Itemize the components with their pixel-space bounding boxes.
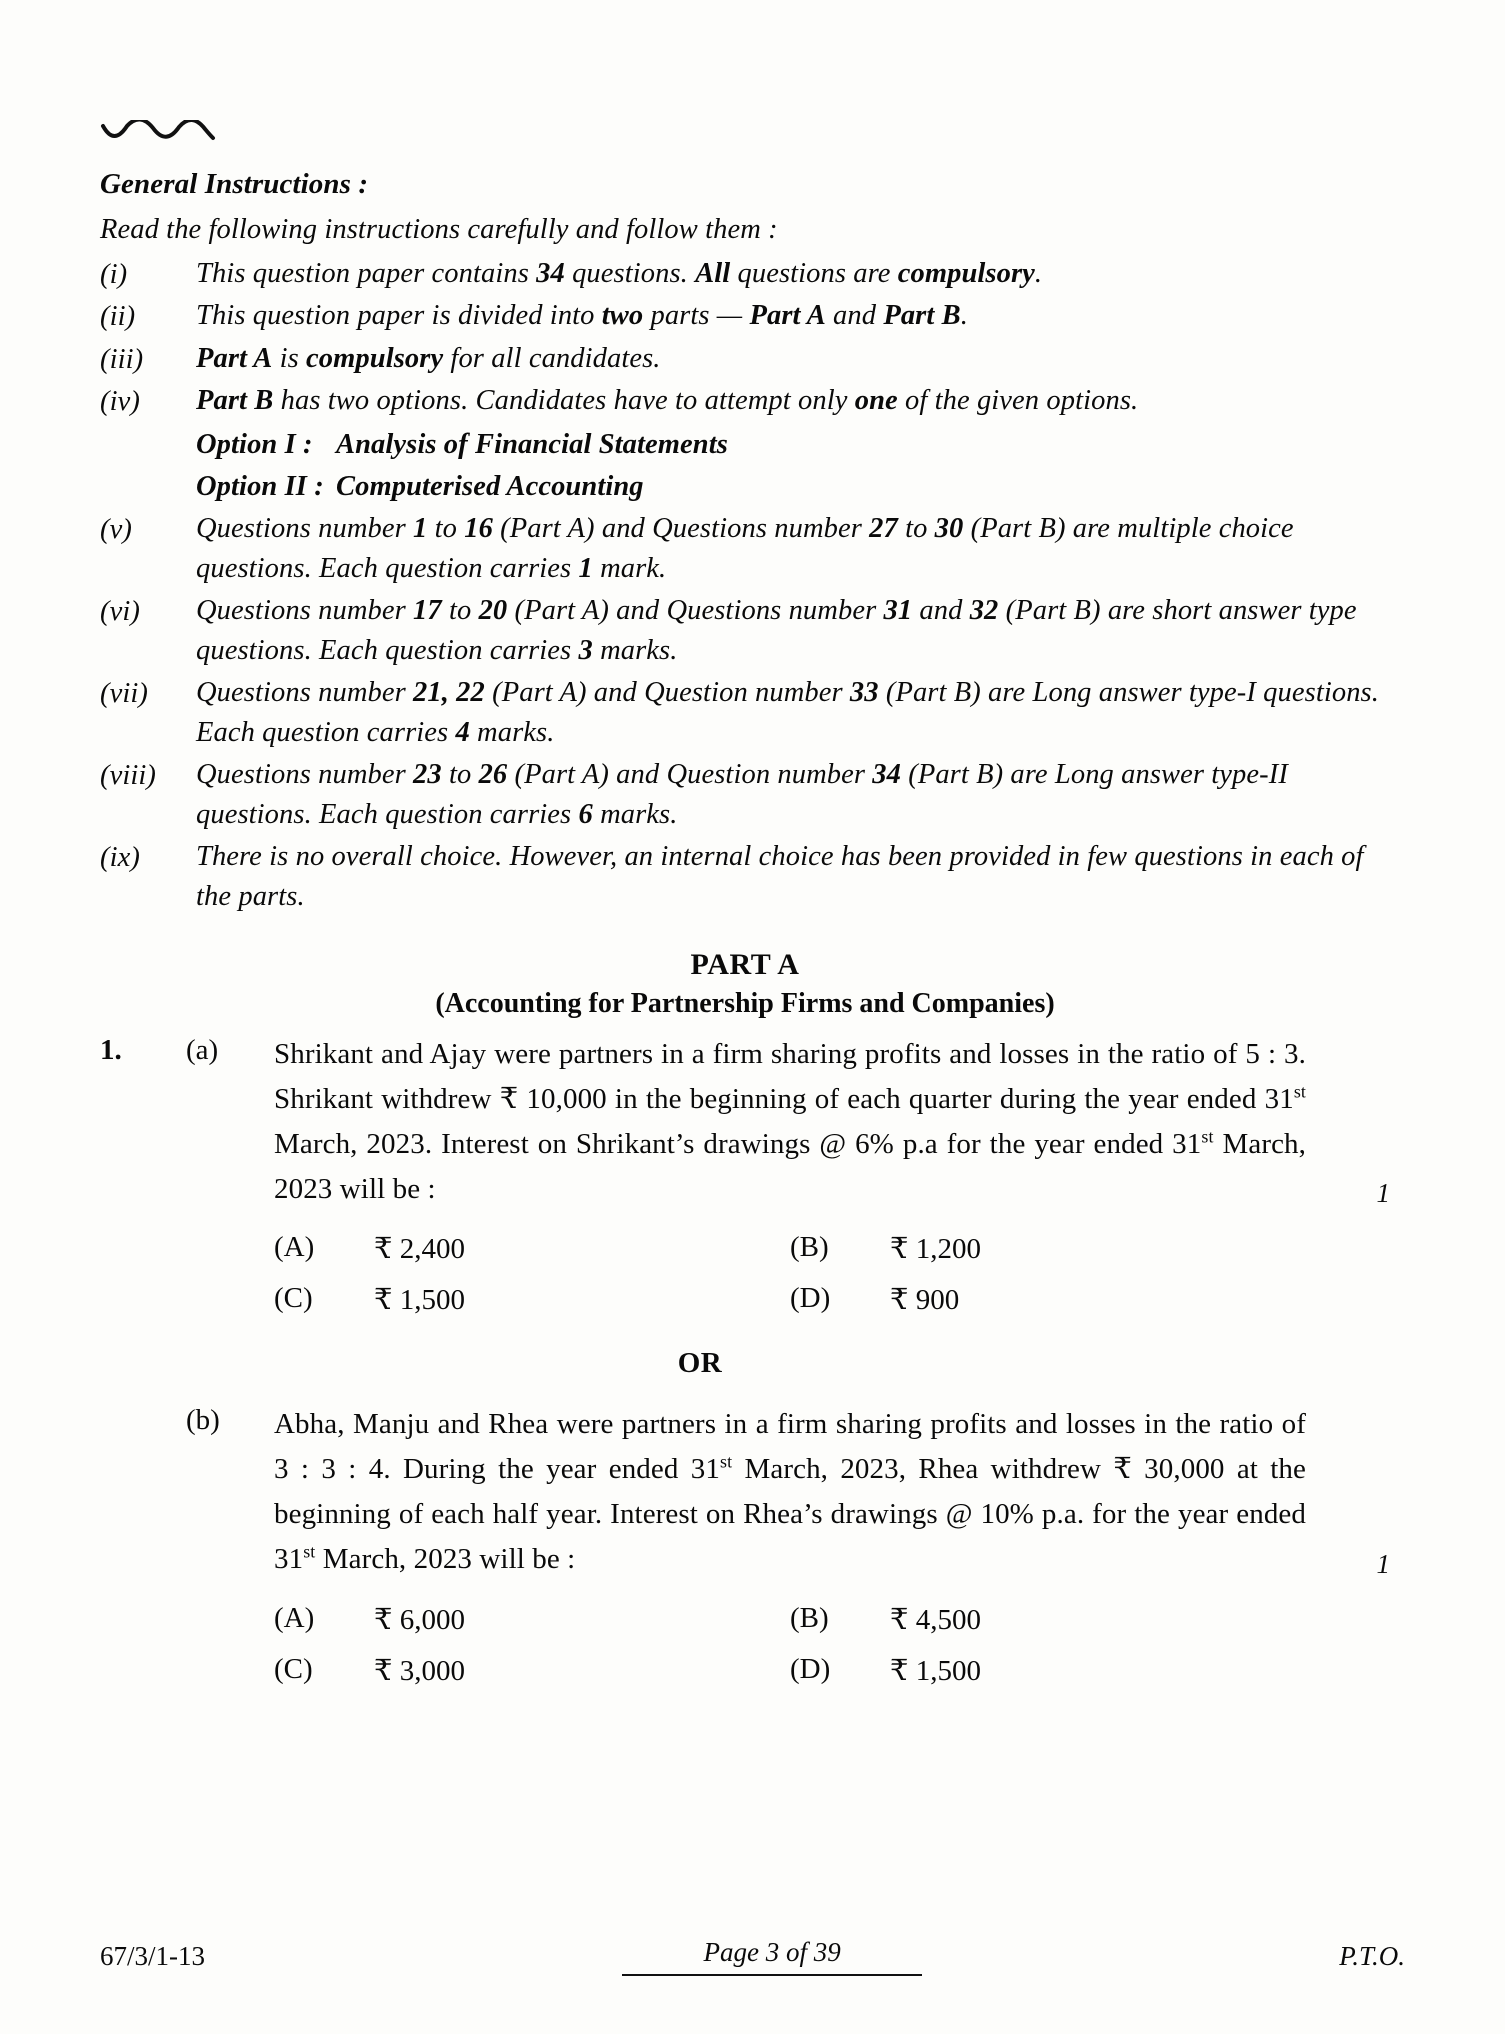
part-a-title: PART A (690, 947, 800, 981)
mcq-option-value: ₹ 1,500 (890, 1655, 981, 1688)
instruction-item-vi (100, 591, 1390, 672)
question-sub-label: (b) (186, 1404, 220, 1437)
instruction-item-ii (100, 296, 1390, 337)
mcq-option-c[interactable] (274, 1653, 790, 1688)
instruction-text: Questions number 23 to 26 (Part A) and Question number 34 (Part B) are Long answer type-II questions. Each question carries 6 marks. (196, 758, 1288, 831)
mcq-option-value: ₹ 4,500 (890, 1604, 981, 1637)
page-number-label: Page 3 of 39 (703, 1937, 841, 1967)
mcq-option-value: ₹ 2,400 (374, 1233, 465, 1266)
instructions-lead: Read the following instructions carefully and follow them : (100, 214, 778, 246)
spacer (100, 1211, 186, 1213)
mcq-row-2 (274, 1653, 1306, 1688)
mcq-option-key: (A) (274, 1231, 315, 1264)
general-instructions (100, 164, 1390, 918)
instruction-text: This question paper contains 34 questions. All questions are compulsory. (196, 257, 1043, 289)
mcq-option-key: (C) (274, 1282, 313, 1315)
mcq-option-d[interactable] (790, 1282, 1306, 1317)
mcq-option-a[interactable] (274, 1602, 790, 1637)
mcq-option-key: (B) (790, 1602, 829, 1635)
page-footer (100, 1937, 1405, 1976)
instruction-number: (ix) (100, 841, 140, 873)
pto-label: P.T.O. (1339, 1941, 1405, 1971)
mcq-option-key: (D) (790, 1653, 831, 1686)
instruction-item-ix (100, 837, 1390, 918)
instruction-number: (vi) (100, 595, 140, 627)
mcq-option-value: ₹ 900 (890, 1284, 960, 1317)
mcq-option-b[interactable] (790, 1602, 1306, 1637)
instruction-number: (v) (100, 514, 132, 546)
question-marks: 1 (1376, 1549, 1390, 1580)
instruction-text: Questions number 21, 22 (Part A) and Question number 33 (Part B) are Long answer type-I questions. Each question carries 4 marks. (196, 676, 1379, 749)
spacer (100, 1402, 186, 1404)
question-1b-options (100, 1582, 1390, 1688)
page-number (205, 1937, 1339, 1976)
question-1b (100, 1402, 1390, 1582)
mcq-option-a[interactable] (274, 1231, 790, 1266)
question-sub-label: (a) (186, 1033, 219, 1066)
mcq-option-d[interactable] (790, 1653, 1306, 1688)
mcq-option-value: ₹ 6,000 (374, 1604, 465, 1637)
question-number: 1. (100, 1033, 122, 1066)
mcq-option-key: (D) (790, 1282, 831, 1315)
question-text: Abha, Manju and Rhea were partners in a firm sharing profits and losses in the ratio of 3 : 3 : 4. During the year ended 31st March, 2023, Rhea withdrew ₹ 30,000 at the beginning of each half year. Interest on Rhea’s drawings @ 10% p.a. for the year ended 31st March, 2023 will be : (274, 1408, 1306, 1576)
option-key: Option I : (196, 428, 313, 460)
mcq-option-key: (C) (274, 1653, 313, 1686)
instruction-number: (iv) (100, 386, 140, 418)
option-value: Computerised Accounting (336, 471, 644, 503)
instruction-text: This question paper is divided into two parts — Part A and Part B. (196, 300, 968, 332)
spacer (186, 1582, 274, 1584)
mcq-container (274, 1582, 1390, 1688)
instruction-text: There is no overall choice. However, an internal choice has been provided in few questions in each of the parts. (196, 840, 1364, 913)
mcq-row-2 (274, 1282, 1306, 1317)
instruction-item-viii (100, 755, 1390, 836)
question-text: Shrikant and Ajay were partners in a firm sharing profits and losses in the ratio of 5 : 3. Shrikant withdrew ₹ 10,000 in the beginning of each quarter during the year ended 31st March, 2023. Interest on Shrikant’s drawings @ 6% p.a for the year ended 31st March, 2023 will be : (274, 1037, 1306, 1205)
mcq-option-b[interactable] (790, 1231, 1306, 1266)
part-a-subtitle: (Accounting for Partnership Firms and Companies) (435, 987, 1055, 1019)
instruction-text: Questions number 1 to 16 (Part A) and Questions number 27 to 30 (Part B) are multiple choice questions. Each question carries 1 mark. (196, 513, 1294, 585)
instruction-item-vii (100, 673, 1390, 754)
instruction-number: (iii) (100, 343, 144, 375)
option-key: Option II : (196, 471, 324, 503)
question-body (274, 1032, 1390, 1212)
spacer (100, 1582, 186, 1584)
mcq-option-key: (B) (790, 1231, 829, 1264)
instructions-heading: General Instructions : (100, 168, 369, 200)
mcq-option-value: ₹ 1,200 (890, 1233, 981, 1266)
instruction-number: (ii) (100, 301, 136, 333)
page-content (100, 120, 1390, 1688)
mcq-option-key: (A) (274, 1602, 315, 1635)
instruction-number: (vii) (100, 677, 148, 709)
instruction-number: (viii) (100, 759, 156, 791)
question-body (274, 1402, 1390, 1582)
part-b-option-ii (196, 466, 1390, 509)
mcq-option-value: ₹ 1,500 (374, 1284, 465, 1317)
question-1a (100, 1032, 1390, 1212)
part-b-option-i (196, 424, 1390, 467)
mcq-row-1 (274, 1231, 1306, 1266)
mcq-option-c[interactable] (274, 1282, 790, 1317)
question-1a-options (100, 1211, 1390, 1402)
spacer (186, 1211, 274, 1213)
instruction-item-v (100, 509, 1390, 590)
mcq-option-value: ₹ 3,000 (374, 1655, 465, 1688)
mcq-row-1 (274, 1602, 1306, 1637)
or-separator: OR (677, 1347, 723, 1380)
squiggle-decoration-icon (100, 120, 220, 146)
instruction-item-iv (100, 381, 1390, 422)
instruction-item-i (100, 254, 1390, 295)
mcq-container (274, 1211, 1390, 1402)
question-marks: 1 (1376, 1178, 1390, 1209)
instruction-text: Questions number 17 to 20 (Part A) and Questions number 31 and 32 (Part B) are short answer type questions. Each question carries 3 marks. (196, 594, 1357, 667)
instruction-item-iii (100, 339, 1390, 380)
option-value: Analysis of Financial Statements (336, 428, 728, 460)
footer-rule (622, 1974, 922, 1976)
instruction-text: Part A is compulsory for all candidates. (196, 342, 661, 374)
instruction-text: Part B has two options. Candidates have to attempt only one of the given options. (196, 385, 1139, 417)
paper-code: 67/3/1-13 (100, 1941, 205, 1971)
instruction-number: (i) (100, 258, 128, 290)
